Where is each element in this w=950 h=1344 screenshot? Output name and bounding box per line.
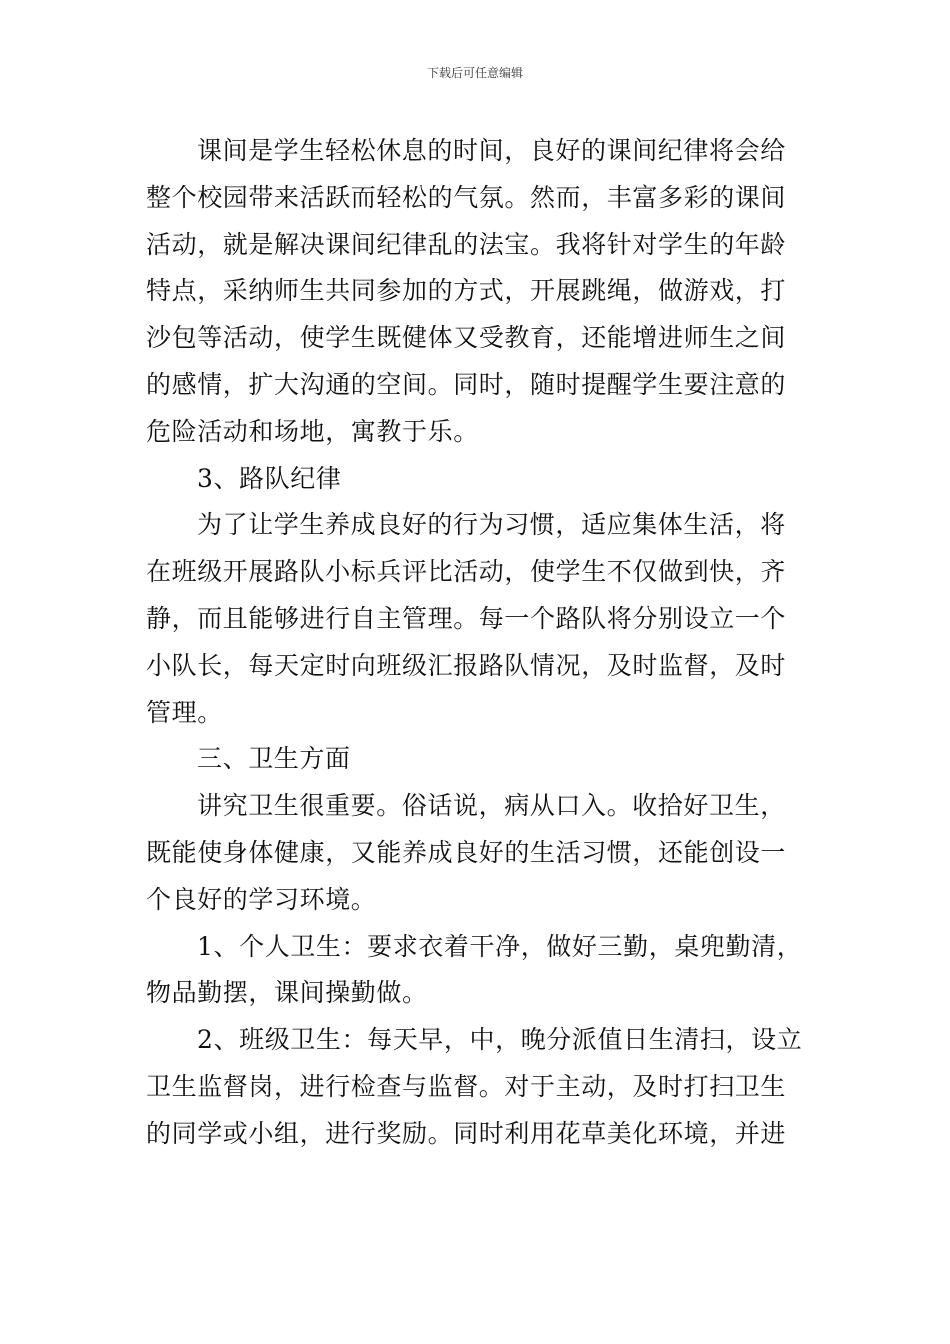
paragraph-line: 活动，就是解决课间纪律乱的法宝。我将针对学生的年龄 (146, 229, 787, 259)
paragraph-line: 1、个人卫生：要求衣着干净，做好三勤，桌兜勤清， (197, 931, 803, 961)
section-heading: 三、卫生方面 (197, 744, 351, 774)
document-body (146, 128, 808, 1158)
paragraph-line: 静，而且能够进行自主管理。每一个路队将分别设立一个 (146, 603, 787, 633)
paragraph-line: 在班级开展路队小标兵评比活动，使学生不仅做到快，齐 (146, 557, 787, 587)
paragraph-line: 2、班级卫生：每天早，中，晚分派值日生清扫，设立 (197, 1025, 803, 1055)
paragraph-line: 管理。 (146, 697, 223, 727)
paragraph-line: 讲究卫生很重要。俗话说，病从口入。收拾好卫生， (197, 791, 786, 821)
paragraph-line: 既能使身体健康，又能养成良好的生活习惯，还能创设一 (146, 837, 787, 867)
section-heading: 3、路队纪律 (197, 463, 342, 493)
paragraph-line: 的同学或小组，进行奖励。同时利用花草美化环境，并进 (146, 1118, 787, 1148)
page-header-note: 下载后可任意编辑 (426, 66, 523, 80)
paragraph-line: 危险活动和场地，寓教于乐。 (146, 416, 479, 446)
paragraph-line: 课间是学生轻松休息的时间，良好的课间纪律将会给 (197, 136, 786, 165)
paragraph-line: 的感情，扩大沟通的空间。同时，随时提醒学生要注意的 (146, 369, 787, 399)
paragraph-line: 整个校园带来活跃而轻松的气氛。然而，丰富多彩的课间 (146, 182, 787, 212)
paragraph-line: 物品勤摆，课间操勤做。 (146, 978, 428, 1008)
paragraph-line: 为了让学生养成良好的行为习惯，适应集体生活，将 (197, 510, 786, 540)
paragraph-line: 沙包等活动，使学生既健体又受教育，还能增进师生之间 (146, 323, 787, 353)
paragraph-line: 卫生监督岗，进行检查与监督。对于主动，及时打扫卫生 (146, 1071, 787, 1101)
paragraph-line: 特点，采纳师生共同参加的方式，开展跳绳，做游戏，打 (146, 276, 787, 306)
paragraph-line: 小队长，每天定时向班级汇报路队情况，及时监督，及时 (146, 650, 787, 680)
paragraph-line: 个良好的学习环境。 (146, 884, 377, 914)
